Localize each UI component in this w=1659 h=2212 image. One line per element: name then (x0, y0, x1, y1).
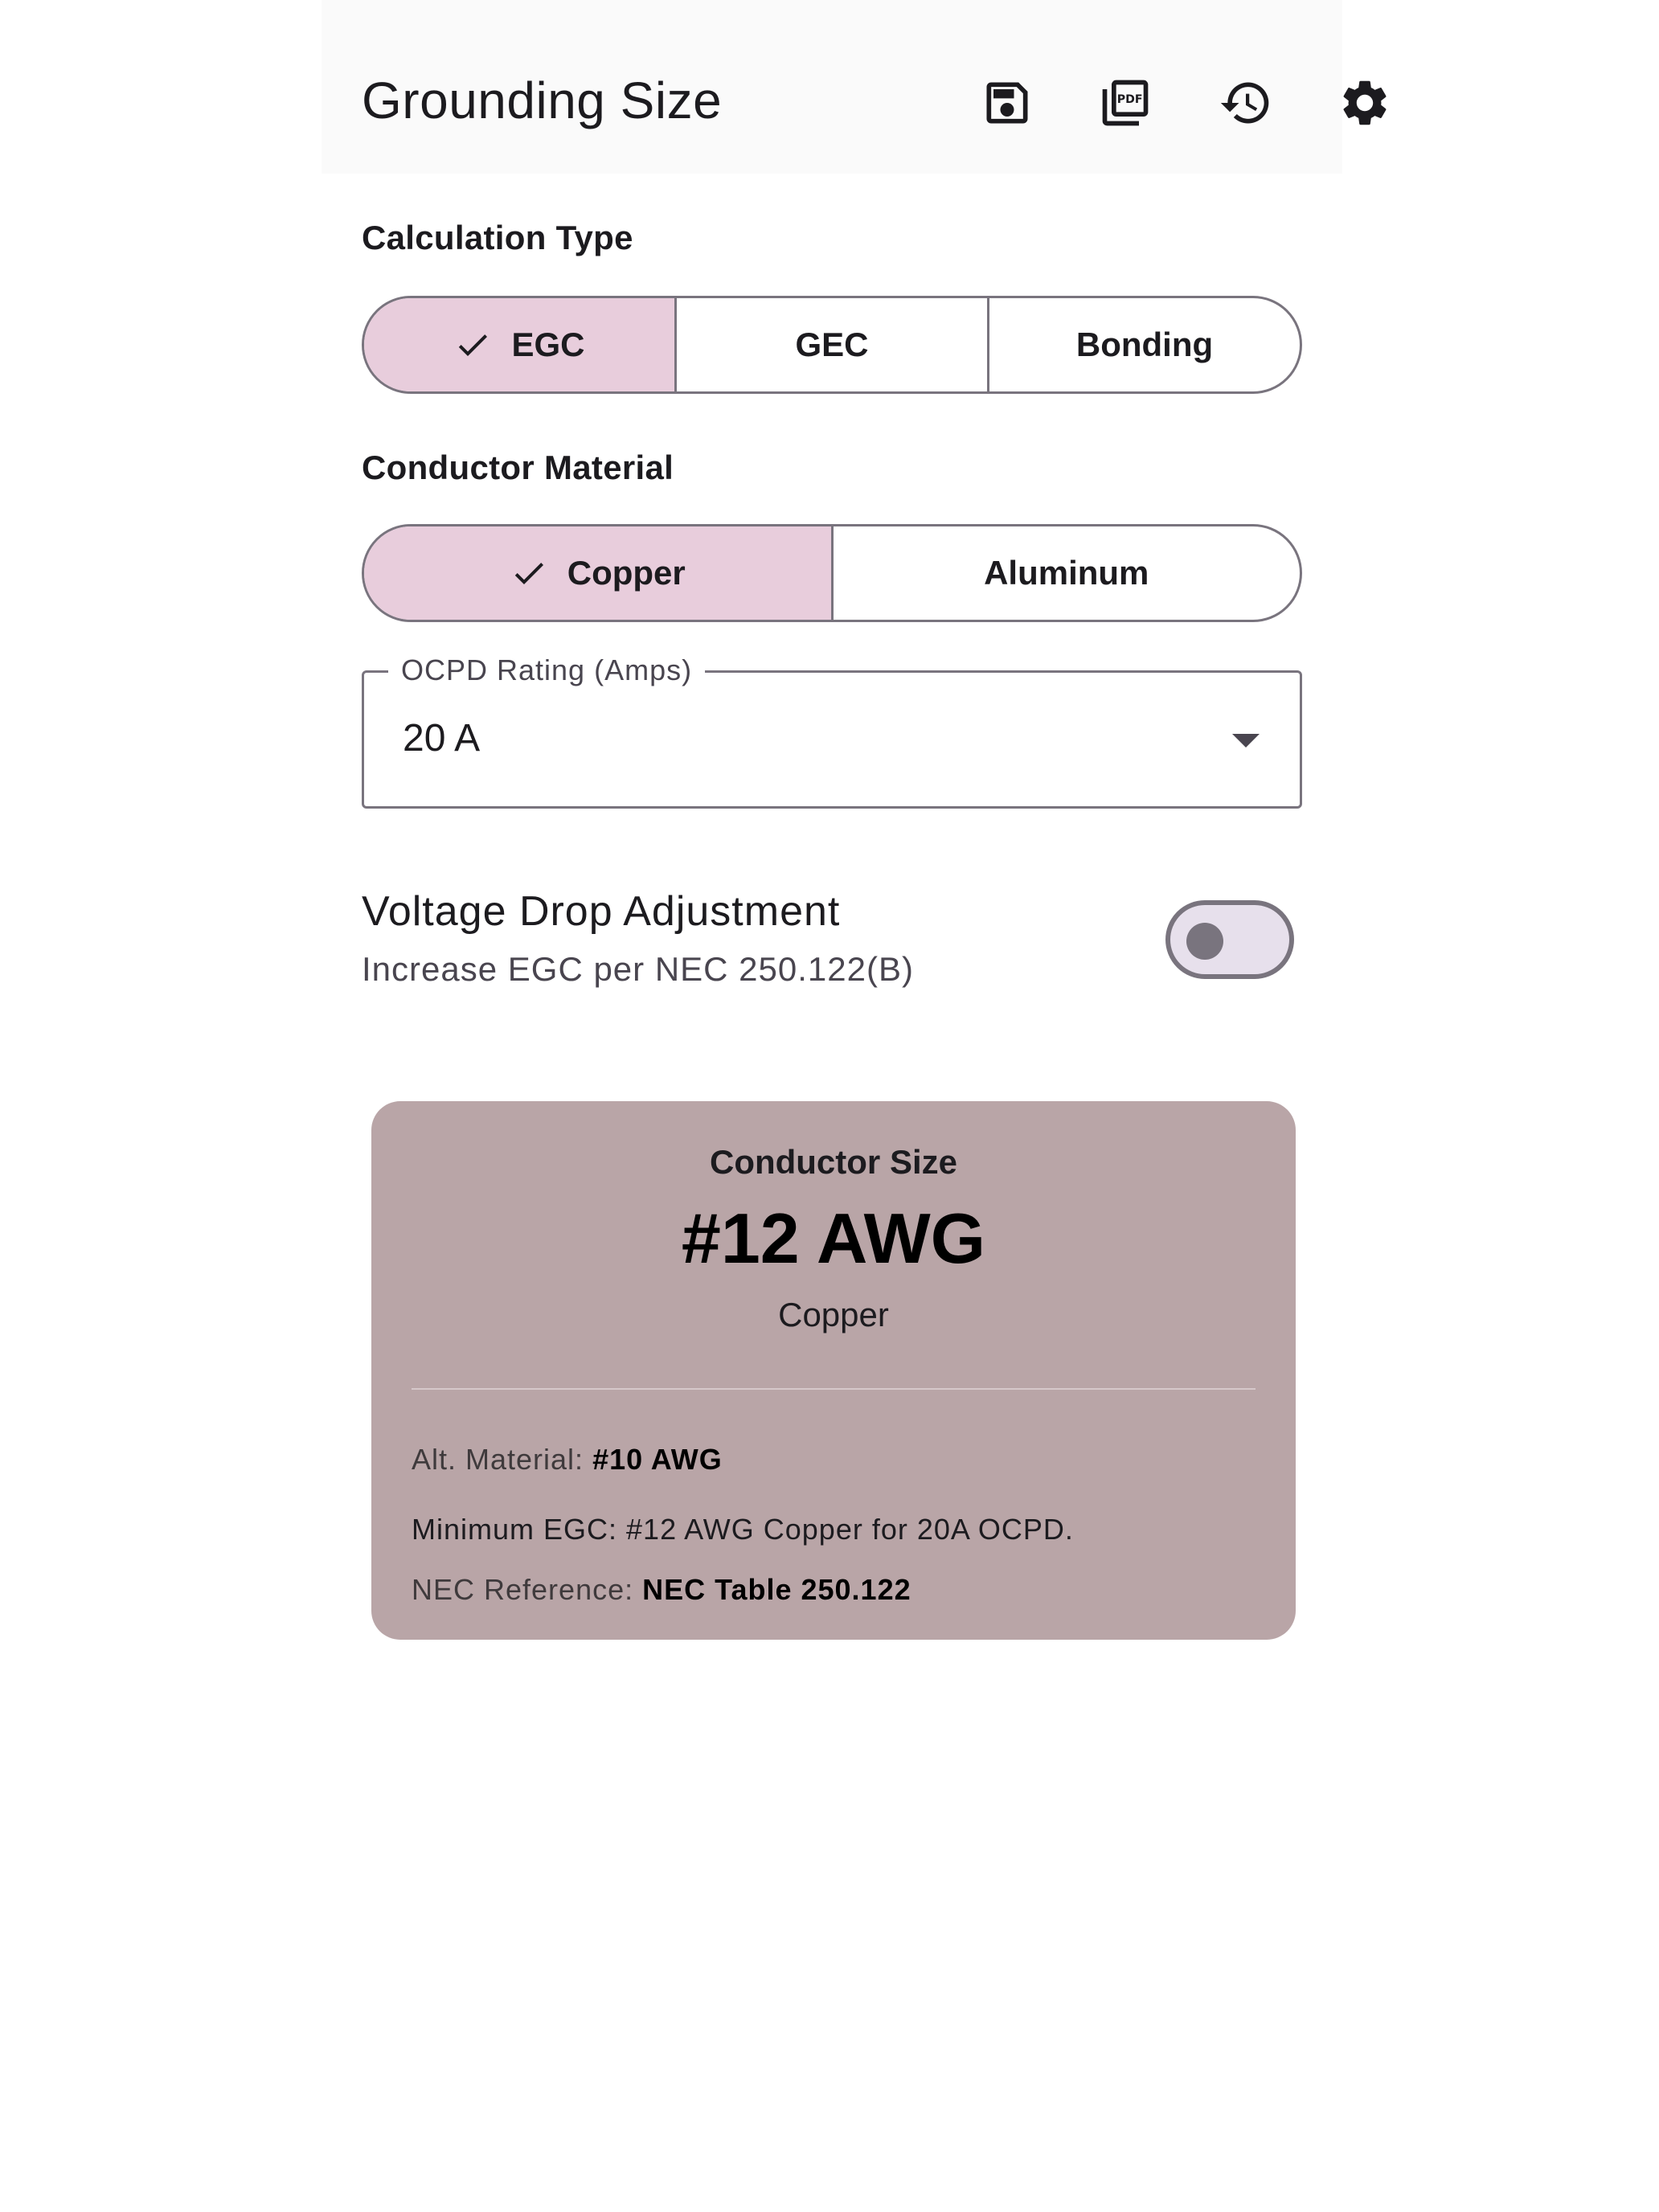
history-button[interactable] (1215, 72, 1276, 133)
segment-label: GEC (795, 326, 869, 363)
segment-label: EGC (511, 326, 585, 363)
history-icon (1219, 76, 1273, 130)
alt-material-value: #10 AWG (592, 1443, 723, 1476)
switch-knob (1186, 923, 1223, 960)
conductor-material-label: Conductor Material (362, 449, 674, 486)
voltage-drop-subtitle: Increase EGC per NEC 250.122(B) (362, 950, 914, 988)
alt-material-line (412, 1443, 723, 1477)
segment-copper[interactable] (364, 526, 834, 620)
conductor-material-selector (362, 524, 1302, 622)
settings-icon (1337, 76, 1392, 130)
nec-reference-value: NEC Table 250.122 (642, 1573, 911, 1606)
result-card (371, 1101, 1296, 1640)
segment-label: Aluminum (984, 554, 1149, 592)
calculation-type-label: Calculation Type (362, 219, 633, 256)
segment-label: Copper (567, 554, 686, 592)
app-screen (322, 0, 1342, 2212)
result-title: Conductor Size (709, 1143, 957, 1181)
top-app-bar (322, 0, 1342, 174)
segment-egc[interactable] (364, 298, 677, 391)
nec-reference-label: NEC Reference: (412, 1573, 643, 1606)
check-icon (510, 554, 548, 592)
result-material: Copper (778, 1296, 889, 1333)
segment-bonding[interactable] (989, 298, 1300, 391)
page-title: Grounding Size (362, 72, 723, 129)
segment-label: Bonding (1075, 326, 1214, 363)
alt-material-label: Alt. Material: (412, 1443, 593, 1476)
svg-text:PDF: PDF (1116, 93, 1143, 106)
save-icon (980, 76, 1034, 130)
ocpd-rating-dropdown[interactable] (362, 653, 1302, 809)
result-size: #12 AWG (681, 1198, 986, 1278)
save-button[interactable] (977, 72, 1038, 133)
voltage-drop-title: Voltage Drop Adjustment (362, 888, 841, 935)
result-note: Minimum EGC: #12 AWG Copper for 20A OCPD. (412, 1513, 1074, 1546)
segment-aluminum[interactable] (834, 526, 1301, 620)
ocpd-rating-value: 20 A (403, 717, 481, 760)
dropdown-arrow-icon (1232, 734, 1260, 748)
calculation-type-selector (362, 296, 1302, 394)
divider (412, 1388, 1256, 1390)
pdf-icon (1098, 76, 1153, 130)
check-icon (453, 326, 492, 364)
export-pdf-button[interactable] (1095, 72, 1156, 133)
ocpd-rating-label: OCPD Rating (Amps) (388, 653, 705, 687)
segment-gec[interactable] (677, 298, 989, 391)
settings-button[interactable] (1334, 72, 1395, 133)
voltage-drop-switch[interactable] (1165, 900, 1294, 979)
nec-reference-line (412, 1573, 911, 1607)
